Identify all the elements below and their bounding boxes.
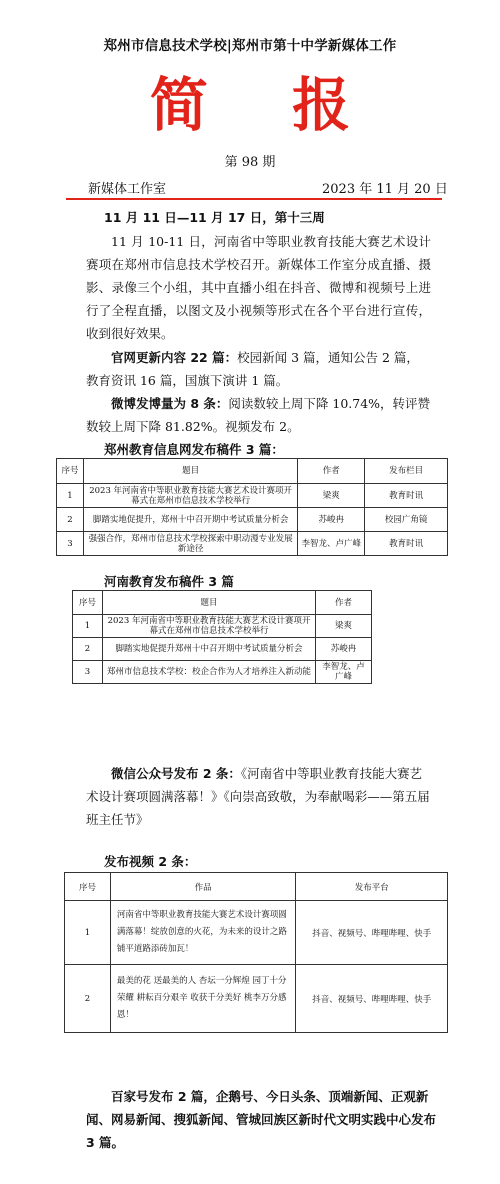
- issue-number: 第 98 期: [224, 155, 276, 170]
- cell: 脚踏实地促提升郑州十中召开期中考试质量分析会: [102, 638, 315, 661]
- zhengzhou-edu-table: [56, 458, 448, 556]
- cell: 1: [65, 901, 111, 965]
- wechat-paragraph: [86, 762, 431, 831]
- cell: 教育时讯: [365, 484, 448, 508]
- col-header: 序号: [57, 459, 84, 484]
- weibo-paragraph: [86, 392, 431, 438]
- table-header-row: [57, 459, 448, 484]
- website-paragraph: [86, 346, 431, 392]
- table-header-row: [73, 591, 372, 615]
- baijia-paragraph: 百家号发布 2 篇，企鹅号、今日头条、顶端新闻、正观新闻、网易新闻、搜狐新闻、管城回族区新时代文明实践中心发布 3 篇。: [86, 1089, 437, 1150]
- cell: 1: [73, 615, 103, 638]
- cell: 苏峻冉: [316, 638, 372, 661]
- video-table: [64, 872, 448, 1033]
- website-lead: 官网更新内容 22 篇：: [111, 350, 238, 365]
- cell: 李智龙、卢广峰: [316, 661, 372, 684]
- wechat-text: 《河南省中等职业教育技能大赛艺术设计赛项圆满落幕！》《向崇高致敬，为奉献喝彩——第五届班主任节》: [86, 766, 430, 827]
- col-header: 序号: [73, 591, 103, 615]
- cell: 梁爽: [316, 615, 372, 638]
- cell: 最美的花 送最美的人 杏坛一分辉煌 园丁十分荣耀 耕耘百分艰辛 收获千分美好 桃李万分感恩！: [110, 965, 295, 1033]
- col-header: 题目: [102, 591, 315, 615]
- bulletin-title: 简 报: [149, 71, 383, 139]
- weibo-text: 阅读数较上周下降 10.74%，转评赞数较上周下降 81.82%。视频发布 2。: [86, 396, 431, 434]
- wechat-lead: 微信公众号发布 2 条：: [111, 766, 241, 781]
- issue-date: 2023 年 11 月 20 日: [322, 182, 448, 197]
- cell: 2: [73, 638, 103, 661]
- col-header: 发布平台: [296, 873, 448, 901]
- red-divider: [66, 198, 442, 200]
- table3-title: 发布视频 2 条：: [104, 854, 197, 869]
- weibo-lead: 微博发博量为 8 条：: [111, 396, 229, 411]
- table-row: [73, 661, 372, 684]
- col-header: 作者: [298, 459, 365, 484]
- table-row: [57, 484, 448, 508]
- col-header: 序号: [65, 873, 111, 901]
- table-row: [73, 638, 372, 661]
- col-header: 发布栏目: [365, 459, 448, 484]
- cell: 2023 年河南省中等职业教育技能大赛艺术设计赛项开幕式在郑州市信息技术学校举行: [102, 615, 315, 638]
- website-text: 校园新闻 3 篇，通知公告 2 篇，教育资讯 16 篇，国旗下演讲 1 篇。: [86, 350, 419, 388]
- cell: 李智龙、卢广峰: [298, 532, 365, 556]
- cell: 2: [65, 965, 111, 1033]
- cell: 3: [73, 661, 103, 684]
- table2-title: 河南教育发布稿件 3 篇: [104, 574, 234, 589]
- table-row: [65, 901, 448, 965]
- table1-title: 郑州教育信息网发布稿件 3 篇：: [104, 442, 284, 457]
- org-header: 郑州市信息技术学校|郑州市第十中学新媒体工作: [103, 38, 397, 54]
- col-header: 题目: [83, 459, 297, 484]
- col-header: 作品: [110, 873, 295, 901]
- col-header: 作者: [316, 591, 372, 615]
- cell: 教育时讯: [365, 532, 448, 556]
- table-row: [65, 965, 448, 1033]
- cell: 苏峻冉: [298, 508, 365, 532]
- intro-paragraph: 11 月 10-11 日，河南省中等职业教育技能大赛艺术设计赛项在郑州市信息技术学校召开。新媒体工作室分成直播、摄影、录像三个小组，其中直播小组在抖音、微博和视频号上进行了全程直播，以图文及小视频等形式在各个平台进行宣传，收到很好效果。: [86, 234, 431, 341]
- week-line: 11 月 11 日—11 月 17 日，第十三周: [104, 210, 325, 225]
- cell: 3: [57, 532, 84, 556]
- office-name: 新媒体工作室: [88, 182, 167, 197]
- table-header-row: [65, 873, 448, 901]
- cell: 强强合作，郑州市信息技术学校探索中职动漫专业发展新途径: [83, 532, 297, 556]
- cell: 1: [57, 484, 84, 508]
- cell: 梁爽: [298, 484, 365, 508]
- cell: 脚踏实地促提升，郑州十中召开期中考试质量分析会: [83, 508, 297, 532]
- table-row: [57, 532, 448, 556]
- cell: 抖音、视频号、哔哩哔哩、快手: [296, 965, 448, 1033]
- cell: 2023 年河南省中等职业教育技能大赛艺术设计赛项开幕式在郑州市信息技术学校举行: [83, 484, 297, 508]
- cell: 2: [57, 508, 84, 532]
- cell: 抖音、视频号、哔哩哔哩、快手: [296, 901, 448, 965]
- henan-edu-table: [72, 590, 372, 684]
- table-row: [73, 615, 372, 638]
- cell: 河南省中等职业教育技能大赛艺术设计赛项圆满落幕！绽放创意的火花，为未来的设计之路铺平道路添砖加瓦！: [110, 901, 295, 965]
- cell: 郑州市信息技术学校：校企合作为人才培养注入新动能: [102, 661, 315, 684]
- table-row: [57, 508, 448, 532]
- cell: 校园广角镜: [365, 508, 448, 532]
